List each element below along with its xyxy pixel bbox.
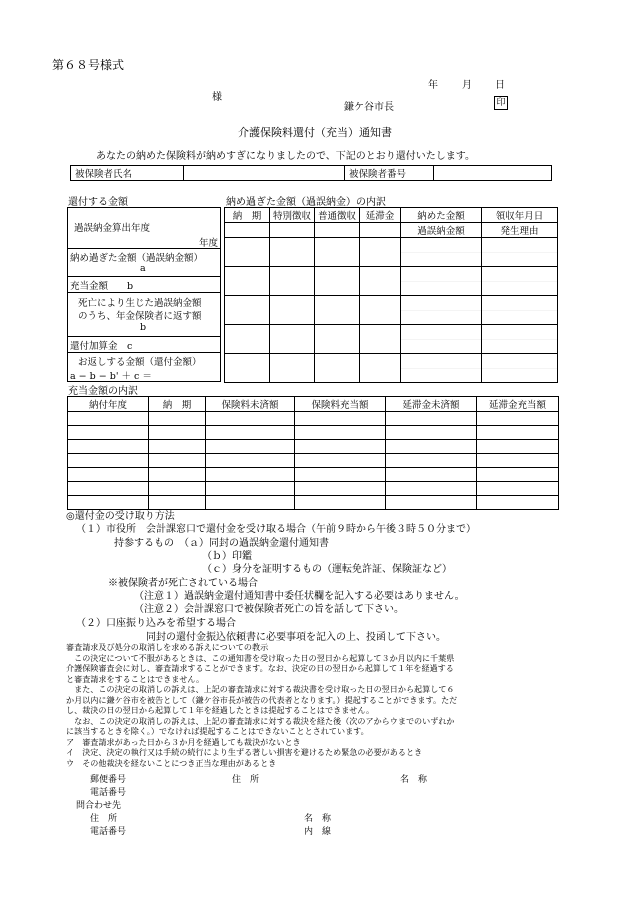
method-heading: ◎還付金の受け取り方法 xyxy=(66,511,175,522)
date-day: 日 xyxy=(495,80,505,91)
overpayment-heading: 納め過ぎた金額（過誤納金）の内訳 xyxy=(226,197,386,208)
inquiry-label: 問合わせ先 xyxy=(76,801,122,811)
alloc-col-late-applied: 延滞金充当額 xyxy=(477,397,559,412)
address-label: 住 所 xyxy=(232,775,260,785)
phone2-label: 電話番号 xyxy=(90,827,127,837)
col-special: 特別徴収 xyxy=(270,208,315,223)
method-line-5: ※被保険者が死亡されている場合 xyxy=(108,578,258,589)
col-paid-bottom: 過誤納金額 xyxy=(401,223,482,238)
refund-table xyxy=(67,207,221,382)
allocation-table xyxy=(67,396,559,510)
appeal-line: ア 審査請求があった日から３か月を経過しても裁決がないとき xyxy=(66,736,301,747)
col-paid-top: 納めた金額 xyxy=(401,208,482,223)
seal-mark: 印 xyxy=(494,96,508,110)
insured-name-label: 被保険者氏名 xyxy=(71,166,184,181)
name2-label: 名 称 xyxy=(304,814,332,824)
col-date-bottom: 発生理由 xyxy=(482,223,558,238)
ext-label: 内 線 xyxy=(304,827,332,837)
appeal-line: し、裁決の日の翌日から起算して１年を経過したときは提起することはできません。 xyxy=(66,705,375,715)
allocation-label: 充当金額 b xyxy=(70,281,134,292)
method-line-8: （２）口座振り込みを希望する場合 xyxy=(76,618,236,629)
method-line-6: （注意１）過誤納金還付通知書中委任状欄を記入する必要はありません。 xyxy=(134,591,465,602)
total-label: お返しする金額（還付金額） xyxy=(78,357,202,368)
appeal-notice xyxy=(66,642,457,768)
addressee-suffix: 様 xyxy=(212,92,222,103)
appeal-line: なお、この決定の取消しの訴えは、上記の審査請求に対する裁決を経た後（次のアからウまでのいずれか xyxy=(66,715,455,726)
method-line-9: 同封の還付金振込依頼書に必要事項を記入の上、投函して下さい。 xyxy=(146,632,446,643)
appeal-line: また、この決定の取消しの訴えは、上記の審査請求に対する裁決書を受け取った日の翌日から起算して６ xyxy=(66,684,455,694)
address2-label: 住 所 xyxy=(90,814,118,824)
refund-year-label: 過誤納金算出年度 xyxy=(74,223,151,234)
appeal-line: ウ その他裁決を経ないことにつき正当な理由があるとき xyxy=(66,757,277,768)
death-label-1: 死亡により生じた過誤納金額 xyxy=(78,298,202,309)
total-formula: a − b − b' ＋ c ＝ xyxy=(70,371,152,382)
insured-number-value xyxy=(434,166,552,181)
postal-label: 郵便番号 xyxy=(90,775,127,785)
alloc-col-year: 納付年度 xyxy=(68,397,149,412)
phone-label: 電話番号 xyxy=(90,788,127,798)
death-symbol: b xyxy=(140,322,147,333)
insured-name-value xyxy=(184,166,345,181)
issuer: 鎌ケ谷市長 xyxy=(344,102,394,113)
overpaid-symbol: a xyxy=(140,263,146,274)
appeal-line: か月以内に鎌ケ谷市を被告として（鎌ケ谷市長が被告の代表者となります。）提起することができます。ただ xyxy=(66,694,458,705)
appeal-line: に該当するときを除く。）でなければ提起することはできないこととされています。 xyxy=(66,726,369,736)
refund-row-year xyxy=(68,208,220,249)
appeal-line: 介護保険審査会に対し、審査請求することができます。なお、決定の日の翌日から起算して１年を経過する xyxy=(66,663,454,673)
col-late-fee: 延滞金 xyxy=(360,208,401,223)
name-label: 名 称 xyxy=(400,775,428,785)
overpayment-table xyxy=(224,207,558,383)
overpaid-label: 納め過ぎた金額（過誤納金額） xyxy=(70,253,204,264)
refund-heading: 還付する金額 xyxy=(68,197,128,208)
date-year: 年 xyxy=(428,80,438,91)
alloc-col-late-unpaid: 延滞金未済額 xyxy=(386,397,477,412)
document-title: 介護保険料還付（充当）通知書 xyxy=(238,126,392,139)
method-line-3: （ｂ）印鑑 xyxy=(202,551,252,562)
alloc-col-unpaid: 保険料未済額 xyxy=(206,397,295,412)
method-line-4: （ｃ）身分を証明するもの（運転免許証、保険証など） xyxy=(202,564,452,575)
col-due: 納 期 xyxy=(225,208,270,223)
lead-text: あなたの納めた保険料が納めすぎになりましたので、下記のとおり還付いたします。 xyxy=(96,151,475,162)
death-label-2: のうち、年金保険者に返す額 xyxy=(78,311,202,322)
method-line-2: 持参するもの （ａ）同封の過誤納金還付通知書 xyxy=(114,538,329,549)
refund-year-unit: 年度 xyxy=(198,238,218,249)
refund-row-total xyxy=(68,352,220,381)
refund-row-death xyxy=(68,292,220,337)
method-line-7: （注意２）会計課窓口で被保険者死亡の旨を話して下さい。 xyxy=(134,604,404,615)
insured-number-label: 被保険者番号 xyxy=(345,166,434,181)
appeal-line: と審査請求をすることはできません。 xyxy=(66,673,205,684)
col-date-top: 領収年月日 xyxy=(482,208,558,223)
alloc-col-due: 納 期 xyxy=(149,397,206,412)
appeal-line: イ 決定、決定の執行又は手続の続行により生ずる著しい損害を避けるため緊急の必要があるとき xyxy=(66,747,423,757)
refund-row-allocation xyxy=(68,276,220,293)
alloc-col-applied: 保険料充当額 xyxy=(295,397,386,412)
appeal-line: 審査請求及び処分の取消しを求める訴えについての教示 xyxy=(66,642,269,652)
col-ordinary: 普通徴収 xyxy=(315,208,360,223)
refund-row-overpaid xyxy=(68,248,220,277)
appeal-line: この決定について不服があるときは、この通知書を受け取った日の翌日から起算して３か月以内に千葉県 xyxy=(66,652,455,663)
insured-table xyxy=(70,165,552,181)
method-line-1: （１）市役所 会計課窓口で還付金を受け取る場合（午前９時から午後３時５０分まで） xyxy=(76,524,476,535)
refund-row-addition xyxy=(68,336,220,353)
form-number: 第６８号様式 xyxy=(52,58,125,72)
allocation-heading: 充当金額の内訳 xyxy=(68,386,138,397)
addition-label: 還付加算金 c xyxy=(70,341,133,352)
date-month: 月 xyxy=(462,80,472,91)
